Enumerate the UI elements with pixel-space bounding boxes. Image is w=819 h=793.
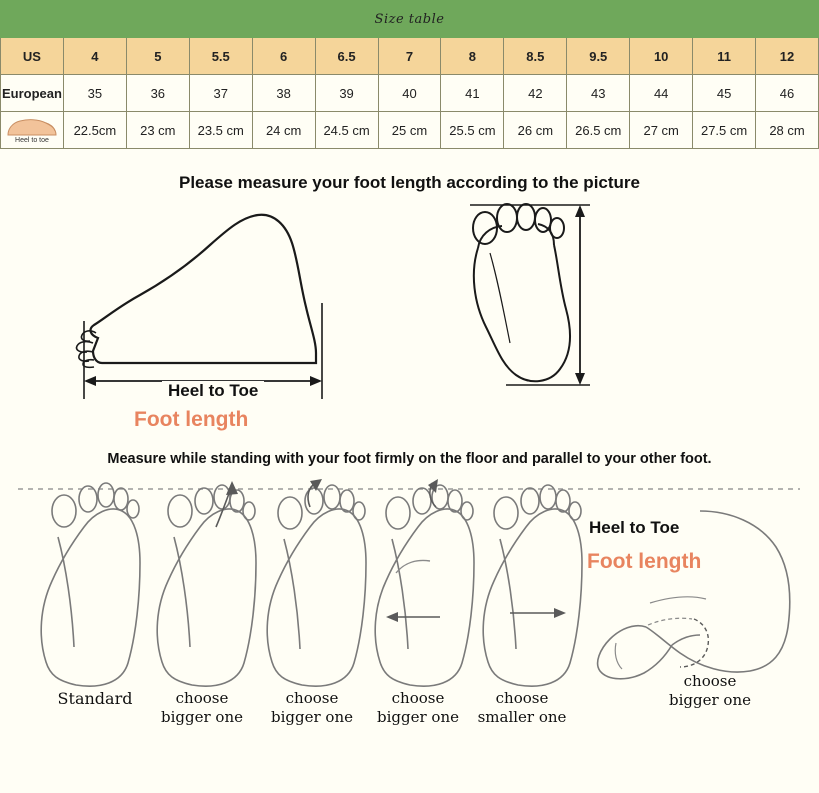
cell-cm-9: 27 cm xyxy=(630,112,693,149)
cell-eu-9: 44 xyxy=(630,75,693,112)
foot-shape-3 xyxy=(267,479,366,686)
table-title-row xyxy=(1,1,819,38)
foot-shape-comparison xyxy=(0,467,819,752)
cell-eu-4: 39 xyxy=(315,75,378,112)
foot-side-icon-glyph xyxy=(4,115,60,139)
foot-shape-2 xyxy=(157,481,256,686)
row-label-us: US xyxy=(1,38,64,75)
foot-side-icon-caption: Heel to toe xyxy=(15,137,49,144)
foot-shape-1 xyxy=(41,483,140,686)
cell-cm-6: 25.5 cm xyxy=(441,112,504,149)
cell-eu-10: 45 xyxy=(693,75,756,112)
cell-us-7: 8.5 xyxy=(504,38,567,75)
table-row-length xyxy=(1,112,819,149)
foot-caption-1: Standard xyxy=(57,689,133,708)
cell-cm-7: 26 cm xyxy=(504,112,567,149)
foot-shape-5 xyxy=(483,485,582,686)
cell-cm-10: 27.5 cm xyxy=(693,112,756,149)
cell-us-9: 10 xyxy=(630,38,693,75)
foot-caption-3: choose bigger one xyxy=(271,689,353,726)
cell-eu-2: 37 xyxy=(189,75,252,112)
cell-cm-4: 24.5 cm xyxy=(315,112,378,149)
top-foot-length-label: Foot length xyxy=(587,550,702,573)
size-table xyxy=(0,0,819,149)
cell-us-6: 8 xyxy=(441,38,504,75)
cell-us-8: 9.5 xyxy=(567,38,630,75)
cell-cm-2: 23.5 cm xyxy=(189,112,252,149)
cell-cm-3: 24 cm xyxy=(252,112,315,149)
cell-us-11: 12 xyxy=(756,38,819,75)
row-label-european: European xyxy=(1,75,64,112)
foot-shape-6 xyxy=(598,511,790,679)
cell-cm-1: 23 cm xyxy=(126,112,189,149)
cell-cm-0: 22.5cm xyxy=(63,112,126,149)
cell-us-1: 5 xyxy=(126,38,189,75)
table-row-european xyxy=(1,75,819,112)
foot-side-icon xyxy=(1,112,64,149)
cell-us-4: 6.5 xyxy=(315,38,378,75)
cell-eu-0: 35 xyxy=(63,75,126,112)
foot-caption-5: choose smaller one xyxy=(477,689,567,726)
cell-us-2: 5.5 xyxy=(189,38,252,75)
foot-side-diagram xyxy=(60,203,370,443)
side-foot-length-label: Foot length xyxy=(134,408,249,431)
foot-shape-4 xyxy=(375,479,474,686)
standing-note: Measure while standing with your foot firmly on the floor and parallel to your other foot. xyxy=(107,451,712,467)
foot-caption-6: choose bigger one xyxy=(669,672,751,709)
measure-title: Please measure your foot length according to the picture xyxy=(179,173,640,192)
top-heel-to-toe-label: Heel to Toe xyxy=(589,518,680,537)
table-title: Size table xyxy=(1,1,819,38)
cell-us-10: 11 xyxy=(693,38,756,75)
foot-caption-4: choose bigger one xyxy=(377,689,459,726)
table-row-us xyxy=(1,38,819,75)
cell-eu-11: 46 xyxy=(756,75,819,112)
foot-top-diagram xyxy=(450,193,630,408)
cell-cm-5: 25 cm xyxy=(378,112,441,149)
cell-us-0: 4 xyxy=(63,38,126,75)
foot-caption-2: choose bigger one xyxy=(161,689,243,726)
cell-us-3: 6 xyxy=(252,38,315,75)
cell-us-5: 7 xyxy=(378,38,441,75)
cell-cm-8: 26.5 cm xyxy=(567,112,630,149)
cell-eu-1: 36 xyxy=(126,75,189,112)
cell-eu-6: 41 xyxy=(441,75,504,112)
cell-cm-11: 28 cm xyxy=(756,112,819,149)
cell-eu-8: 43 xyxy=(567,75,630,112)
cell-eu-5: 40 xyxy=(378,75,441,112)
cell-eu-7: 42 xyxy=(504,75,567,112)
cell-eu-3: 38 xyxy=(252,75,315,112)
side-heel-to-toe-label: Heel to Toe xyxy=(162,381,264,401)
